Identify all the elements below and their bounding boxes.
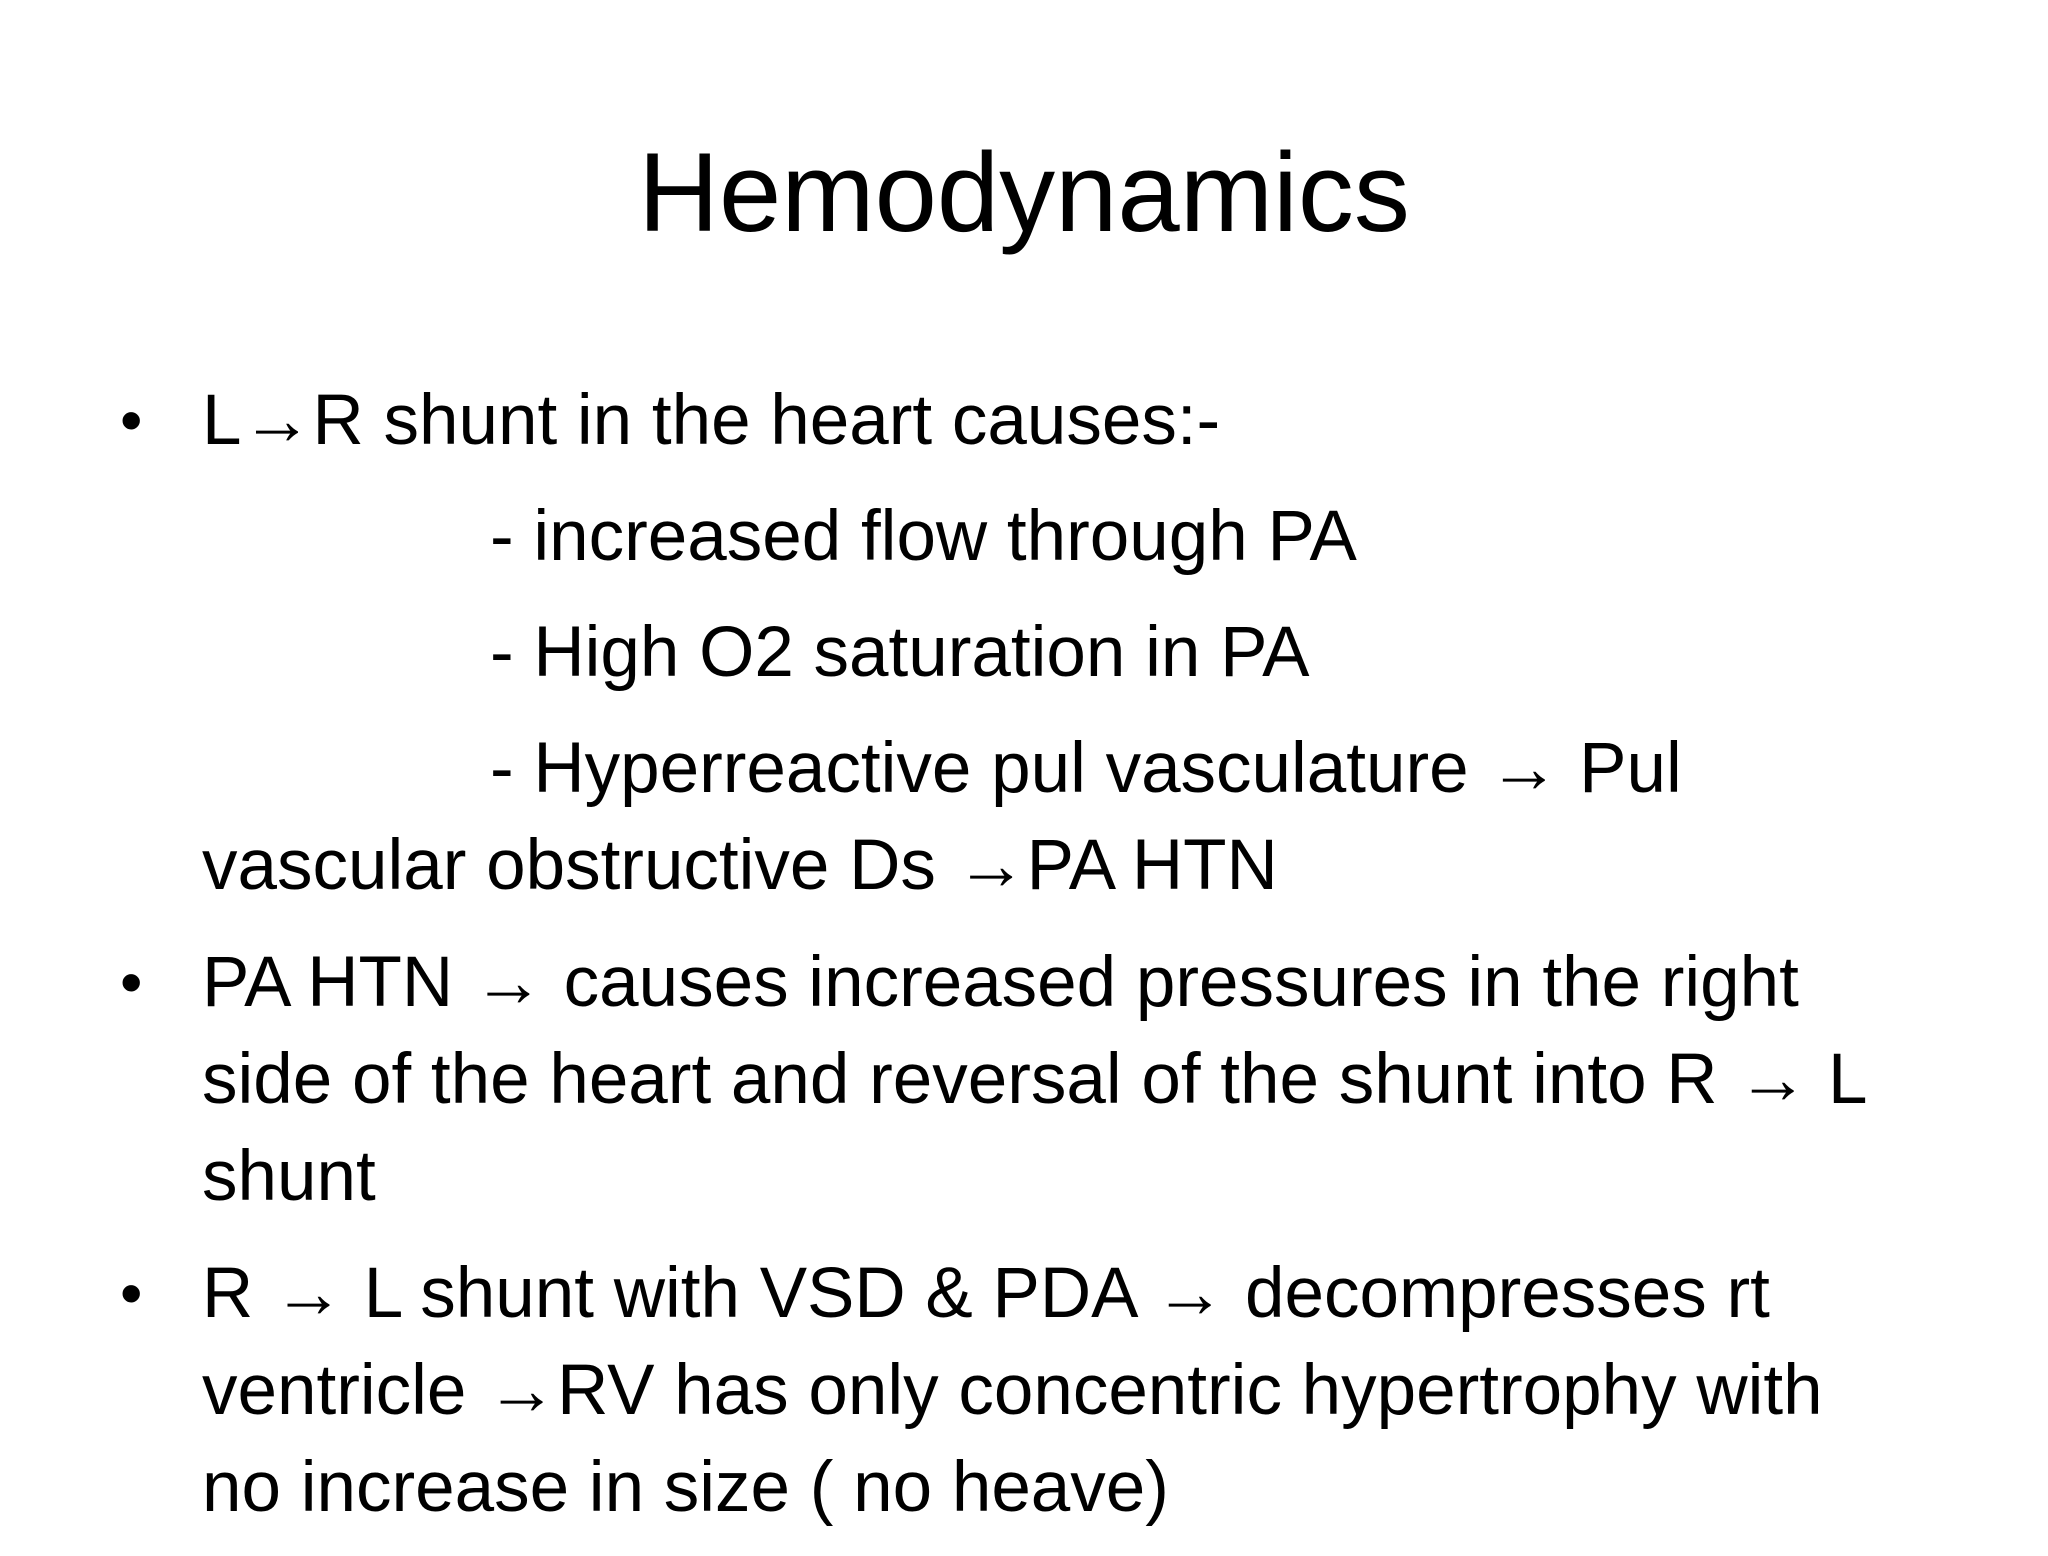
bullet-item-lr-shunt (120, 372, 1960, 914)
subitem-hyperreactive-vasculature: - Hyperreactive pul vasculature → Pul vascular obstructive Ds →PA HTN (202, 729, 1682, 905)
bullet-item-rl-shunt (120, 1245, 1960, 1536)
bullet-icon: • (120, 384, 143, 456)
bullet-icon: • (120, 946, 143, 1018)
bullet-text: L→R shunt in the heart causes:- (202, 381, 1221, 460)
subitem-high-o2-saturation: - High O2 saturation in PA (490, 613, 1310, 692)
subitem-increased-flow: - increased flow through PA (490, 497, 1357, 576)
bullet-text: R → L shunt with VSD & PDA → decompresses rt ventricle →RV has only concentric hypertrophy with no increase in size ( no heave) (202, 1254, 1823, 1527)
bullet-icon: • (120, 1257, 143, 1329)
bullet-text: PA HTN → causes increased pressures in the right side of the heart and reversal of the shunt into R → L shunt (202, 943, 1865, 1216)
bullet-item-pa-htn (120, 934, 1960, 1225)
slide-title: Hemodynamics (638, 130, 1410, 255)
slide-content (120, 372, 1960, 1556)
